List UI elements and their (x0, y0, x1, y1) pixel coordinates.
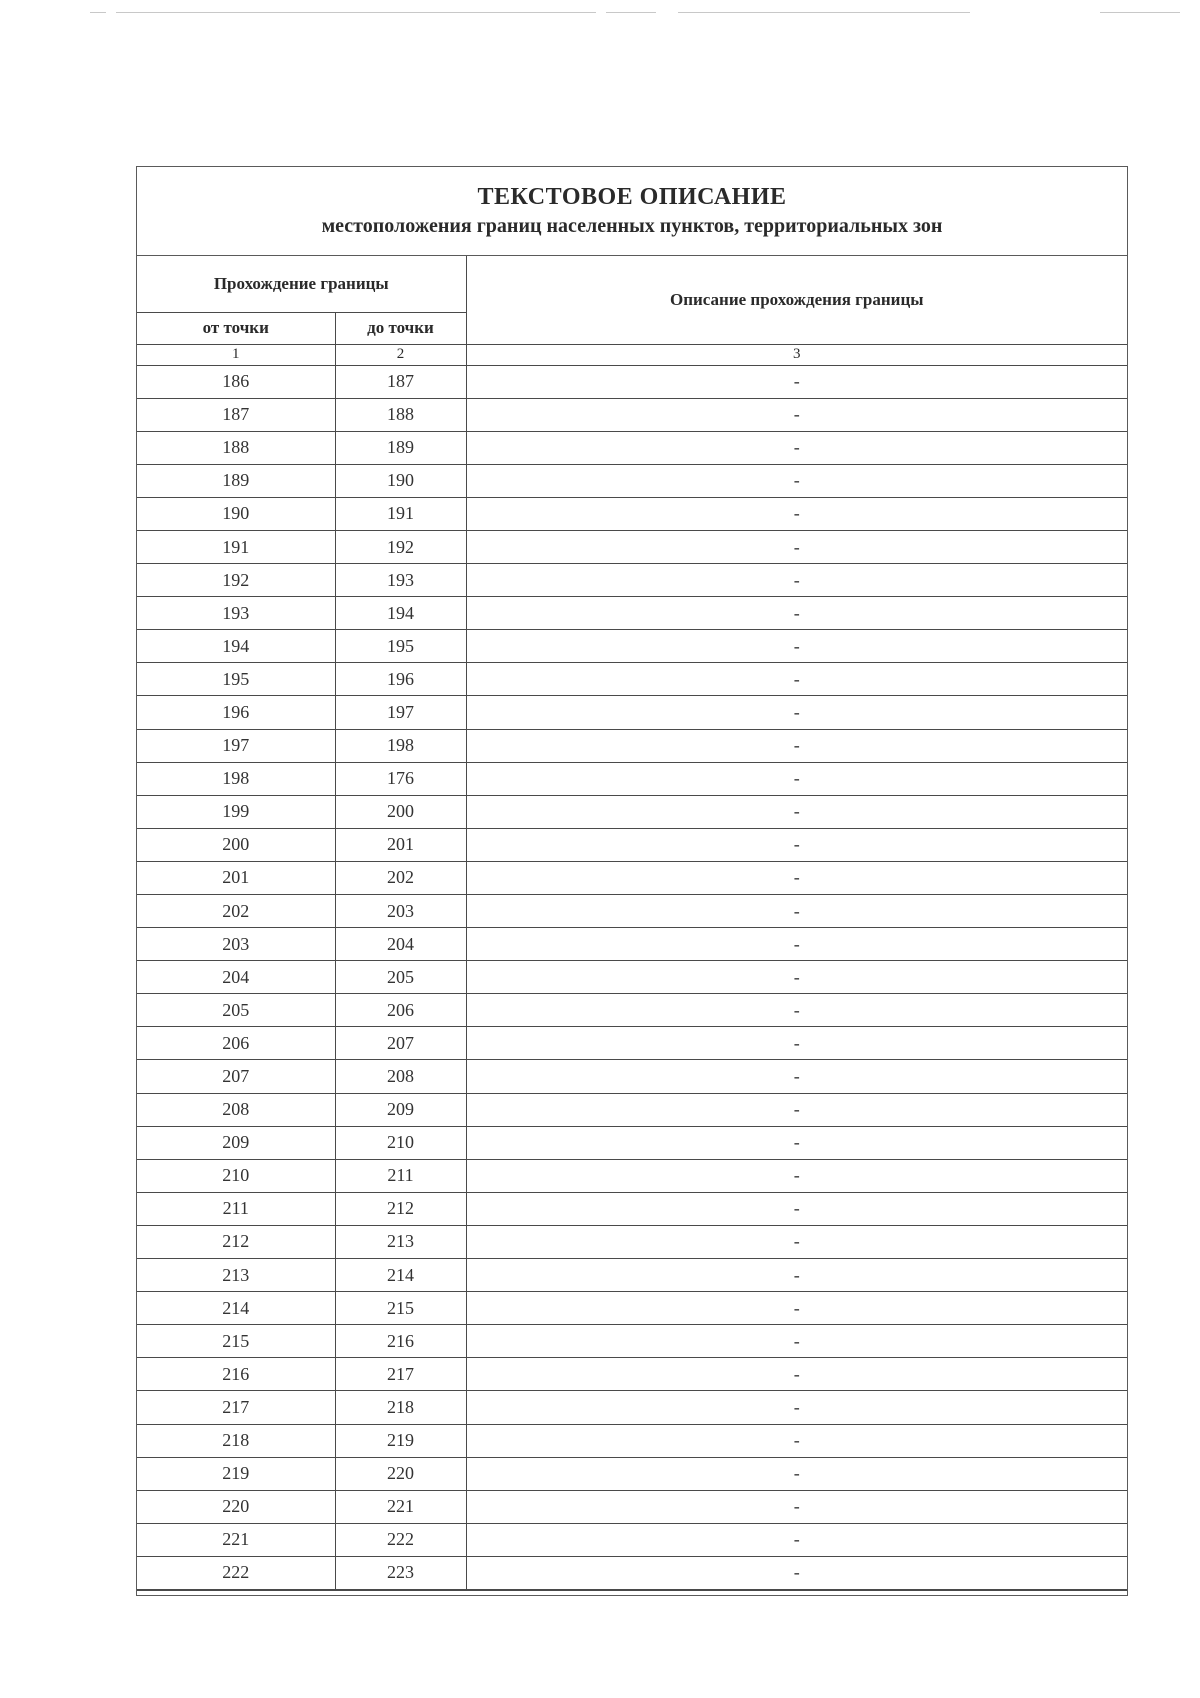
table-row (137, 1060, 1127, 1093)
description-cell: - (466, 1259, 1127, 1292)
to-point-cell: 192 (335, 530, 466, 563)
from-point-cell: 199 (137, 795, 335, 828)
to-point-cell: 176 (335, 762, 466, 795)
from-point-cell: 222 (137, 1556, 335, 1589)
from-point-cell: 193 (137, 597, 335, 630)
table-row (137, 1424, 1127, 1457)
description-cell: - (466, 1225, 1127, 1258)
table-row (137, 1325, 1127, 1358)
from-point-cell: 211 (137, 1192, 335, 1225)
to-point-cell: 206 (335, 994, 466, 1027)
from-point-cell: 217 (137, 1391, 335, 1424)
to-point-cell: 219 (335, 1424, 466, 1457)
to-point-cell: 223 (335, 1556, 466, 1589)
from-point-cell: 219 (137, 1457, 335, 1490)
to-point-cell: 214 (335, 1259, 466, 1292)
from-point-cell: 216 (137, 1358, 335, 1391)
from-point-cell: 209 (137, 1126, 335, 1159)
table-row (137, 895, 1127, 928)
table-row (137, 1126, 1127, 1159)
table-row (137, 1027, 1127, 1060)
to-point-cell: 208 (335, 1060, 466, 1093)
to-point-cell: 195 (335, 630, 466, 663)
description-cell: - (466, 1027, 1127, 1060)
to-point-cell: 213 (335, 1225, 466, 1258)
table-row (137, 1093, 1127, 1126)
description-cell: - (466, 1159, 1127, 1192)
document-title: ТЕКСТОВОЕ ОПИСАНИЕ (477, 184, 787, 210)
description-cell: - (466, 464, 1127, 497)
to-point-cell: 189 (335, 431, 466, 464)
table-row (137, 1159, 1127, 1192)
from-point-cell: 214 (137, 1292, 335, 1325)
description-cell: - (466, 365, 1127, 398)
to-point-cell: 198 (335, 729, 466, 762)
table-row (137, 1192, 1127, 1225)
table-row (137, 1490, 1127, 1523)
table-row (137, 994, 1127, 1027)
description-cell: - (466, 530, 1127, 563)
description-cell: - (466, 1490, 1127, 1523)
to-point-cell: 191 (335, 497, 466, 530)
scan-edge-marks (0, 0, 1200, 20)
table-row (137, 928, 1127, 961)
description-cell: - (466, 1093, 1127, 1126)
to-point-cell: 187 (335, 365, 466, 398)
from-point-cell: 197 (137, 729, 335, 762)
to-point-cell: 201 (335, 828, 466, 861)
from-point-cell: 218 (137, 1424, 335, 1457)
description-cell: - (466, 1292, 1127, 1325)
description-cell: - (466, 1358, 1127, 1391)
table-row (137, 497, 1127, 530)
description-cell: - (466, 1126, 1127, 1159)
description-cell: - (466, 1060, 1127, 1093)
table-row (137, 564, 1127, 597)
description-cell: - (466, 895, 1127, 928)
description-cell: - (466, 1391, 1127, 1424)
table-row (137, 729, 1127, 762)
to-point-cell: 220 (335, 1457, 466, 1490)
to-point-cell: 211 (335, 1159, 466, 1192)
document-frame (136, 166, 1128, 1596)
to-point-cell: 212 (335, 1192, 466, 1225)
description-cell: - (466, 1523, 1127, 1556)
table-row (137, 828, 1127, 861)
from-point-cell: 195 (137, 663, 335, 696)
to-point-cell: 205 (335, 961, 466, 994)
to-point-cell: 200 (335, 795, 466, 828)
from-point-cell: 188 (137, 431, 335, 464)
from-point-cell: 196 (137, 696, 335, 729)
to-point-header: до точки (335, 312, 466, 344)
column-number: 3 (466, 344, 1127, 365)
description-cell: - (466, 961, 1127, 994)
description-cell: - (466, 431, 1127, 464)
to-point-cell: 217 (335, 1358, 466, 1391)
table-row (137, 762, 1127, 795)
document-header (137, 167, 1127, 256)
description-cell: - (466, 398, 1127, 431)
from-point-cell: 189 (137, 464, 335, 497)
from-point-cell: 198 (137, 762, 335, 795)
from-point-cell: 212 (137, 1225, 335, 1258)
table-row (137, 663, 1127, 696)
to-point-cell: 221 (335, 1490, 466, 1523)
description-cell: - (466, 928, 1127, 961)
to-point-cell: 193 (335, 564, 466, 597)
table-row (137, 1225, 1127, 1258)
description-cell: - (466, 1457, 1127, 1490)
description-cell: - (466, 696, 1127, 729)
from-point-cell: 215 (137, 1325, 335, 1358)
description-cell: - (466, 729, 1127, 762)
from-point-cell: 190 (137, 497, 335, 530)
from-point-cell: 208 (137, 1093, 335, 1126)
description-cell: - (466, 497, 1127, 530)
description-cell: - (466, 762, 1127, 795)
to-point-cell: 202 (335, 861, 466, 894)
table-row (137, 1292, 1127, 1325)
from-point-cell: 202 (137, 895, 335, 928)
description-cell: - (466, 1192, 1127, 1225)
from-point-cell: 200 (137, 828, 335, 861)
table-row (137, 961, 1127, 994)
description-cell: - (466, 1556, 1127, 1589)
table-row (137, 431, 1127, 464)
from-point-cell: 201 (137, 861, 335, 894)
from-point-cell: 187 (137, 398, 335, 431)
description-cell: - (466, 1424, 1127, 1457)
table-row (137, 1358, 1127, 1391)
table-body (137, 365, 1127, 1589)
from-point-cell: 221 (137, 1523, 335, 1556)
column-number: 1 (137, 344, 335, 365)
table-row (137, 795, 1127, 828)
table-row (137, 1523, 1127, 1556)
table-row (137, 1259, 1127, 1292)
table-row (137, 398, 1127, 431)
to-point-cell: 203 (335, 895, 466, 928)
table-row (137, 696, 1127, 729)
from-point-header: от точки (137, 312, 335, 344)
table-row (137, 464, 1127, 497)
from-point-cell: 220 (137, 1490, 335, 1523)
description-cell: - (466, 1325, 1127, 1358)
to-point-cell: 210 (335, 1126, 466, 1159)
to-point-cell: 204 (335, 928, 466, 961)
to-point-cell: 222 (335, 1523, 466, 1556)
to-point-cell: 188 (335, 398, 466, 431)
to-point-cell: 197 (335, 696, 466, 729)
description-cell: - (466, 828, 1127, 861)
boundary-table (137, 256, 1127, 1590)
from-point-cell: 192 (137, 564, 335, 597)
table-row (137, 630, 1127, 663)
description-cell: - (466, 663, 1127, 696)
to-point-cell: 215 (335, 1292, 466, 1325)
document-subtitle: местоположения границ населенных пунктов, территориальных зон (321, 215, 943, 237)
to-point-cell: 196 (335, 663, 466, 696)
table-row (137, 1556, 1127, 1589)
table-row (137, 365, 1127, 398)
description-cell: - (466, 861, 1127, 894)
description-cell: - (466, 630, 1127, 663)
from-point-cell: 194 (137, 630, 335, 663)
description-header: Описание прохождения границы (466, 256, 1127, 344)
table-row (137, 861, 1127, 894)
boundary-passage-header: Прохождение границы (137, 256, 466, 312)
to-point-cell: 218 (335, 1391, 466, 1424)
to-point-cell: 207 (335, 1027, 466, 1060)
table-bottom-rule (137, 1590, 1127, 1595)
from-point-cell: 186 (137, 365, 335, 398)
description-cell: - (466, 564, 1127, 597)
column-number: 2 (335, 344, 466, 365)
to-point-cell: 194 (335, 597, 466, 630)
table-row (137, 597, 1127, 630)
from-point-cell: 191 (137, 530, 335, 563)
to-point-cell: 216 (335, 1325, 466, 1358)
from-point-cell: 207 (137, 1060, 335, 1093)
table-row (137, 530, 1127, 563)
table-row (137, 1457, 1127, 1490)
description-cell: - (466, 795, 1127, 828)
description-cell: - (466, 597, 1127, 630)
from-point-cell: 210 (137, 1159, 335, 1192)
table-row (137, 1391, 1127, 1424)
description-cell: - (466, 994, 1127, 1027)
from-point-cell: 213 (137, 1259, 335, 1292)
from-point-cell: 206 (137, 1027, 335, 1060)
from-point-cell: 203 (137, 928, 335, 961)
to-point-cell: 190 (335, 464, 466, 497)
from-point-cell: 204 (137, 961, 335, 994)
to-point-cell: 209 (335, 1093, 466, 1126)
from-point-cell: 205 (137, 994, 335, 1027)
